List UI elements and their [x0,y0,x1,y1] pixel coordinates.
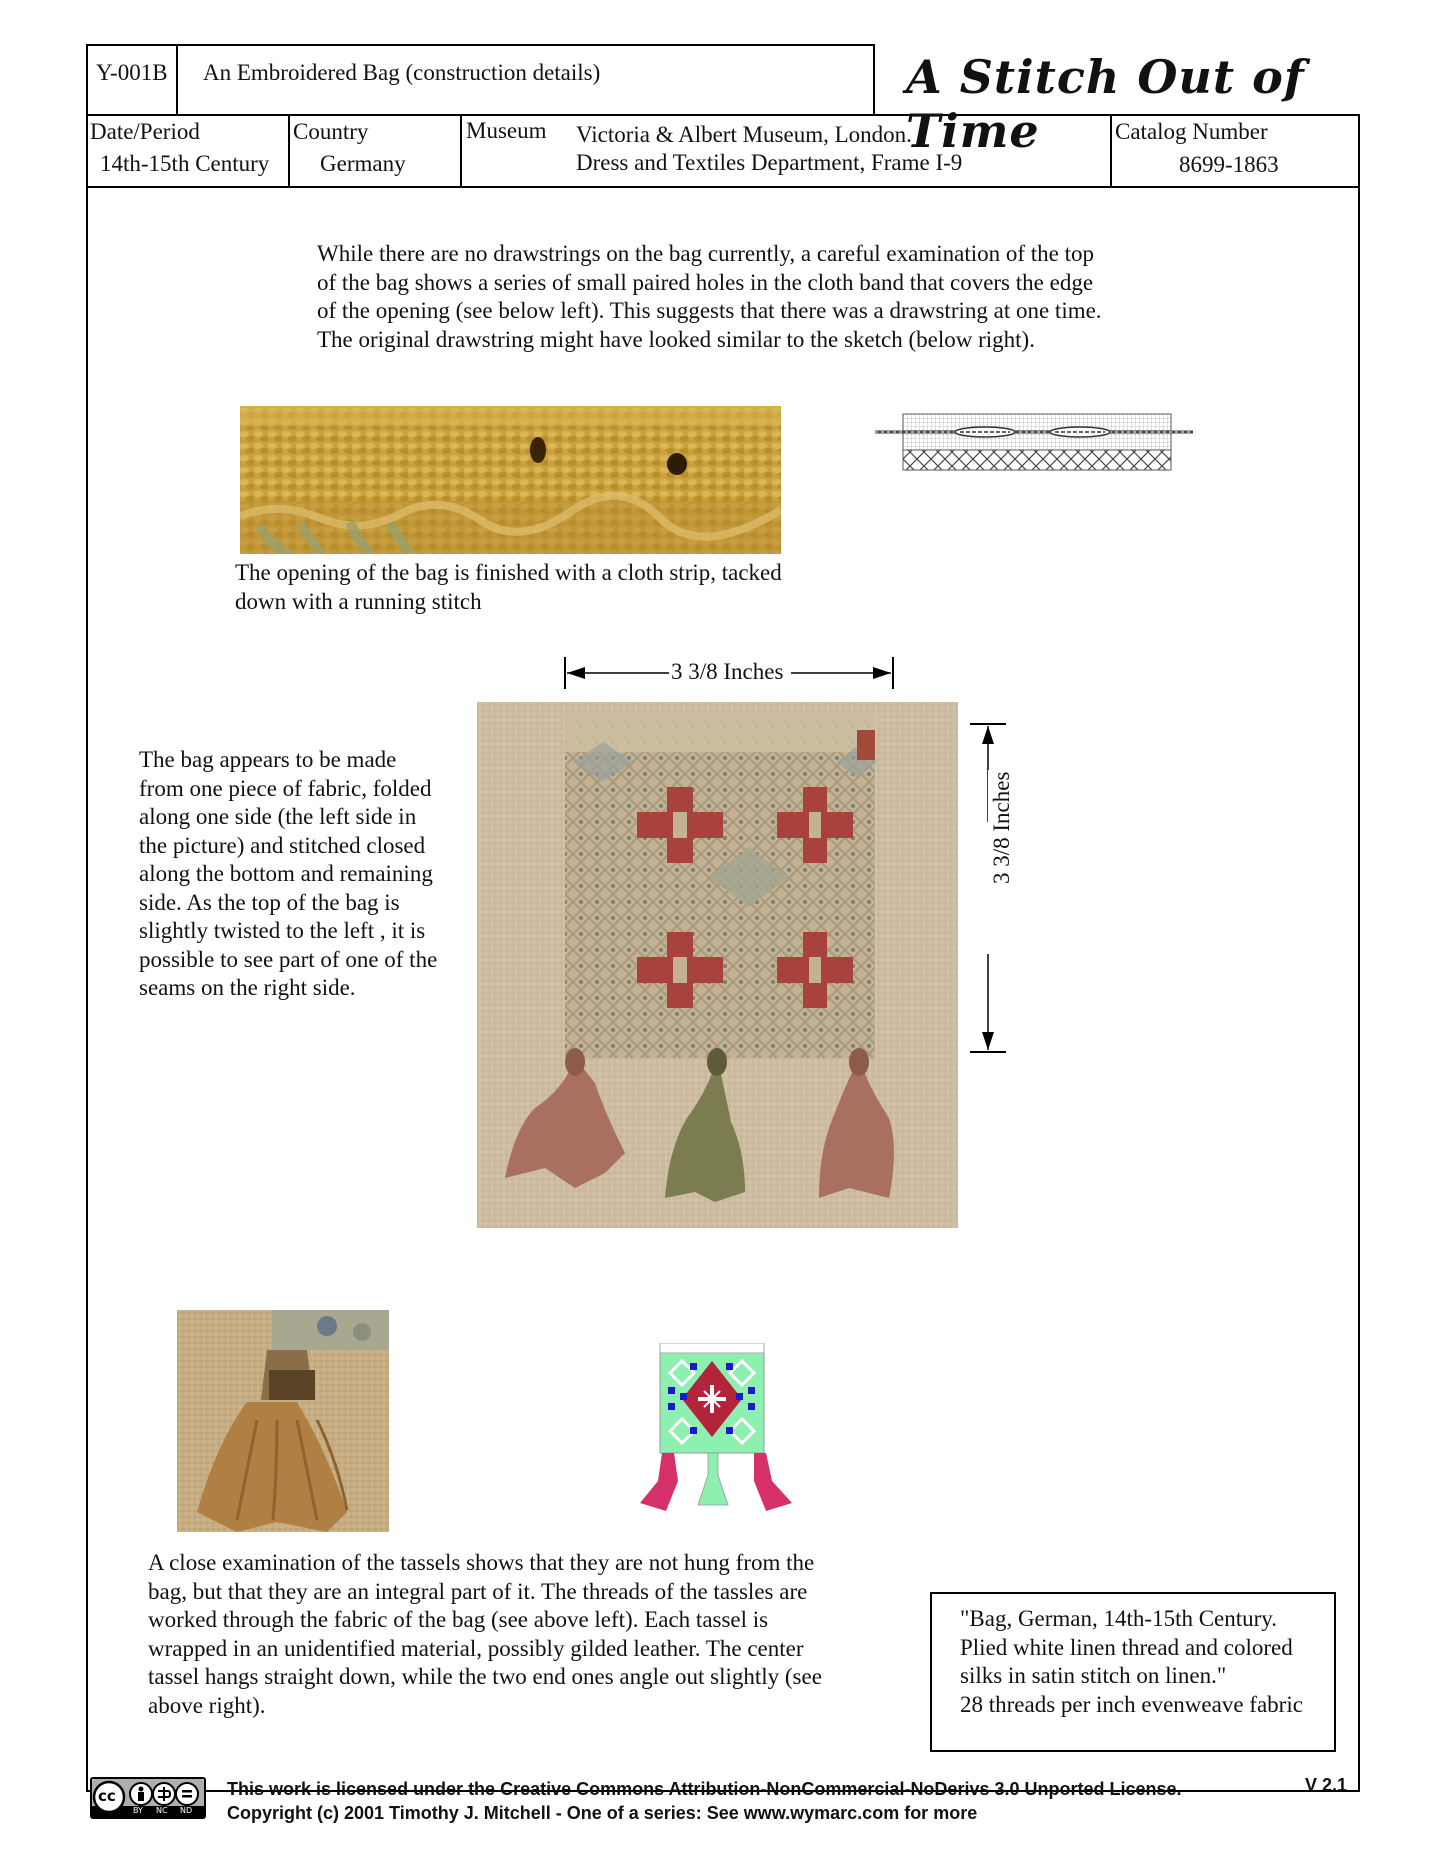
fabric-line: the picture) and stitched closed [139,832,426,858]
fabric-line: slightly twisted to the left , it is [139,918,426,943]
copyright-line: Copyright (c) 2001 Timothy J. Mitchell - One of a series: See www.wymarc.com for more [227,1803,978,1823]
fabric-line: side. As the top of the bag is [139,889,400,915]
intro-line: of the bag shows a series of small paired holes in the cloth band that covers the edge [317,269,1094,295]
tassel-line: worked through the fabric of the bag (see above left). Each tassel is [148,1607,769,1632]
opening-closeup-photo [240,406,781,554]
museum-description-text [960,1605,1330,1719]
quote-line: "Bag, German, 14th-15th Century. [960,1606,1278,1631]
bag-sketch [628,1343,798,1513]
tassel-line: A close examination of the tassels shows that they are not hung from the [148,1550,815,1575]
country-label: Country [293,119,369,144]
cc-nd-label: ND [180,1806,193,1815]
cc-nc-label: NC [156,1806,168,1815]
tassel-line: bag, but that they are an integral part of it. The threads of the tassles are [148,1578,808,1604]
fabric-line: along one side (the left side in [139,804,417,829]
opening-caption [235,559,835,616]
fabric-paragraph [139,746,469,1003]
header-divider-1 [176,44,178,116]
fabric-line: along the bottom and remaining [139,861,433,886]
cc-license-badge[interactable] [90,1777,206,1819]
meta-divider-2 [460,114,462,188]
meta-divider-1 [288,114,290,188]
quote-line: Plied white linen thread and colored [960,1634,1293,1660]
height-dimension-label: 3 3/8 Inches [989,771,1014,884]
brand-title: A Stitch Out of Time [906,50,1305,158]
museum-label: Museum [466,118,547,143]
tassel-line: wrapped in an unidentified material, possibly gilded leather. The center [148,1635,804,1661]
date-value: 14th-15th Century [100,151,270,176]
width-dimension-label: 3 3/8 Inches [671,659,784,684]
caption-line: down with a running stitch [235,588,482,614]
copyright-text [227,1801,977,1825]
meta-divider-3 [1110,114,1112,188]
document-code: Y-001B [96,60,168,85]
fabric-line: The bag appears to be made [139,747,397,772]
cc-label: cc [98,1787,116,1805]
quote-line: 28 threads per inch evenweave fabric [960,1691,1303,1717]
version-label: V 2.1 [1305,1775,1348,1795]
cc-by-label: BY [133,1806,143,1815]
document-title: An Embroidered Bag (construction details) [203,60,601,85]
catalog-value: 8699-1863 [1179,152,1279,177]
intro-line: of the opening (see below left). This suggests that there was a drawstring at one time. [317,298,1102,323]
tassel-line: above right). [148,1692,266,1718]
fabric-line: from one piece of fabric, folded [139,775,432,801]
header-divider-2 [873,44,875,116]
museum-line-2: Dress and Textiles Department, Frame I-9 [576,150,963,175]
intro-line: The original drawstring might have looked similar to the sketch (below right). [317,326,1035,352]
intro-paragraph [317,240,1137,354]
date-label: Date/Period [90,119,200,144]
catalog-label: Catalog Number [1115,119,1268,144]
license-text: This work is licensed under the Creative Commons Attribution-NonCommercial-NoDerivs 3.0 Unported License. [227,1779,1182,1799]
drawstring-sketch [875,410,1193,474]
meta-bottom-line [86,186,1360,188]
fabric-line: seams on the right side. [139,975,356,1000]
fabric-line: possible to see part of one of the [139,946,438,972]
country-value: Germany [320,151,406,176]
tassel-line: tassel hangs straight down, while the two end ones angle out slightly (see [148,1664,822,1689]
quote-line: silks in satin stitch on linen." [960,1663,1227,1688]
tassel-closeup-photo [177,1310,389,1532]
tassel-paragraph [148,1549,848,1720]
caption-line: The opening of the bag is finished with a cloth strip, tacked [235,560,782,585]
intro-line: While there are no drawstrings on the bag currently, a careful examination of the top [317,241,1095,266]
header-top-right-mask [875,42,1365,46]
bag-photo [477,702,958,1228]
museum-line-1: Victoria & Albert Museum, London. [576,122,912,147]
